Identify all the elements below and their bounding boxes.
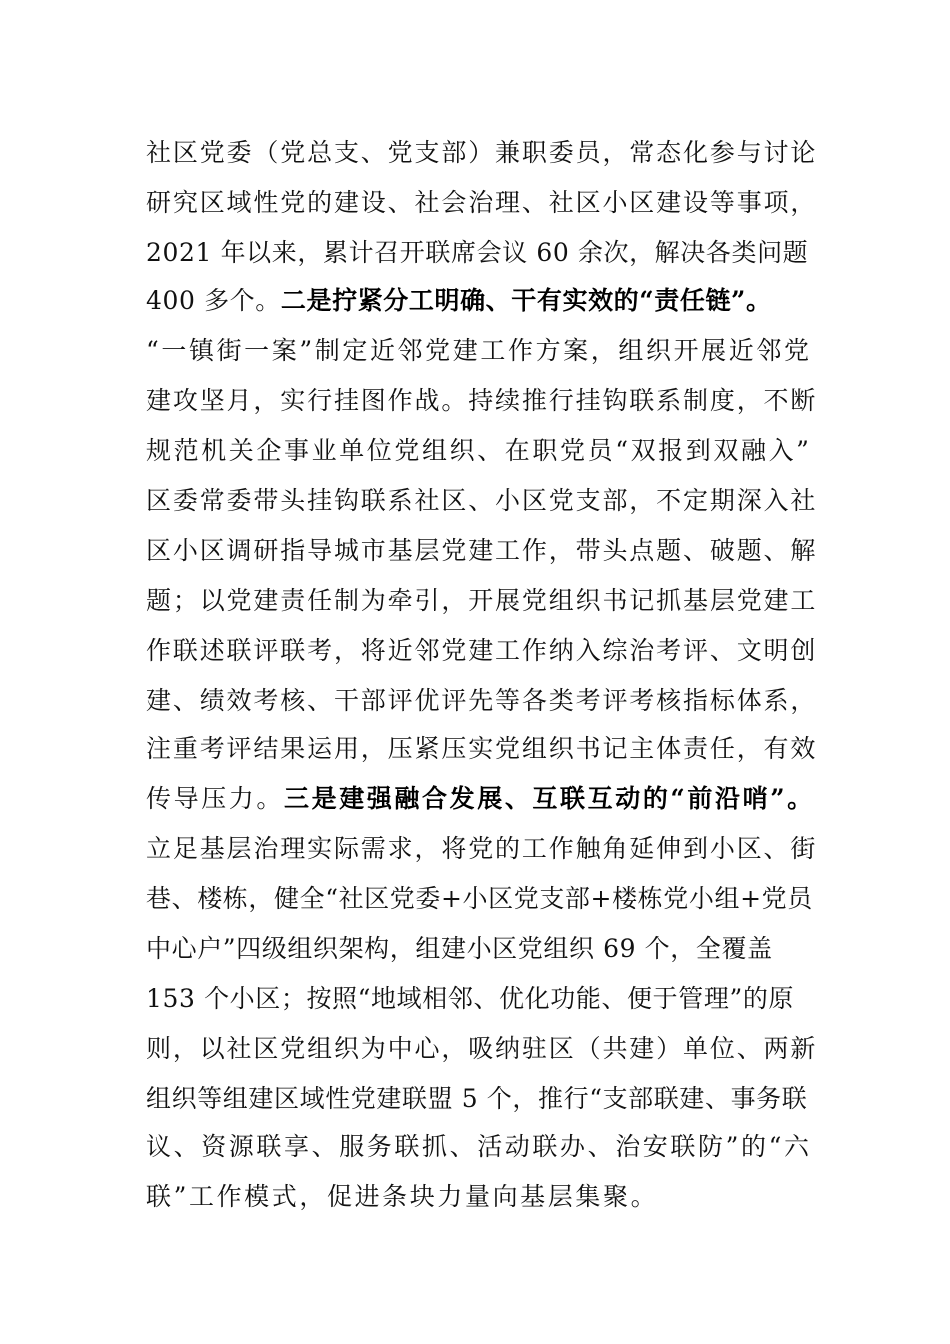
text-run: 题；以党建责任制为牵引，开展党组织书记抓基层党建工 [146,586,818,615]
text-line [146,426,818,476]
text-run: 立足基层治理实际需求，将党的工作触角延伸到小区、街 [146,834,818,863]
text-run: 中心户”四级组织架构，组建小区党组织 69 个，全覆盖 [146,934,773,963]
text-line [146,874,818,924]
text-run: “一镇街一案”制定近邻党建工作方案，组织开展近邻党 [146,336,812,365]
text-line [146,626,818,676]
text-line [146,576,818,626]
text-run: 区委常委带头挂钩联系社区、小区党支部，不定期深入社 [146,486,818,515]
text-run: 则，以社区党组织为中心，吸纳驻区（共建）单位、两新 [146,1034,818,1063]
text-line [146,376,818,426]
text-line [146,276,818,326]
text-line [146,924,818,974]
text-run: 153 个小区；按照“地域相邻、优化功能、便于管理”的原 [146,984,795,1013]
text-line [146,526,818,576]
text-line [146,824,818,874]
text-line [146,676,818,726]
text-run: 联”工作模式，促进条块力量向基层集聚。 [146,1182,659,1211]
text-line [146,1024,818,1074]
bold-heading-run: 三是建强融合发展、互联互动的“前沿哨”。 [284,784,815,813]
text-run: 建攻坚月，实行挂图作战。持续推行挂钩联系制度，不断 [146,386,818,415]
text-run: 巷、楼栋，健全“社区党委+小区党支部+楼栋党小组+党员 [146,884,813,913]
text-run: 作联述联评联考，将近邻党建工作纳入综治考评、文明创 [146,636,818,665]
text-run: 建、绩效考核、干部评优评先等各类考评考核指标体系， [146,686,818,715]
text-line [146,1172,818,1222]
text-line [146,326,818,376]
text-run: 400 多个。 [146,286,281,315]
text-run: 区小区调研指导城市基层党建工作，带头点题、破题、解 [146,536,818,565]
text-run: 研究区域性党的建设、社会治理、社区小区建设等事项， [146,188,818,217]
text-run: 2021 年以来，累计召开联席会议 60 余次，解决各类问题 [146,238,809,267]
text-run: 注重考评结果运用，压紧压实党组织书记主体责任，有效 [146,734,818,763]
text-line [146,228,818,278]
text-line [146,178,818,228]
text-line [146,1122,818,1172]
text-line [146,774,818,824]
text-run: 社区党委（党总支、党支部）兼职委员，常态化参与讨论 [146,138,818,167]
text-line [146,724,818,774]
text-run: 议、资源联享、服务联抓、活动联办、治安联防”的“六 [146,1132,812,1161]
text-run: 规范机关企事业单位党组织、在职党员“双报到双融入” [146,436,812,465]
text-run: 传导压力。 [146,784,285,813]
text-line [146,128,818,178]
text-run: 组织等组建区域性党建联盟 5 个，推行“支部联建、事务联 [146,1084,808,1113]
text-line [146,1074,818,1124]
text-line [146,974,818,1024]
bold-heading-run: 二是拧紧分工明确、干有实效的“责任链”。 [280,286,772,315]
text-line [146,476,818,526]
